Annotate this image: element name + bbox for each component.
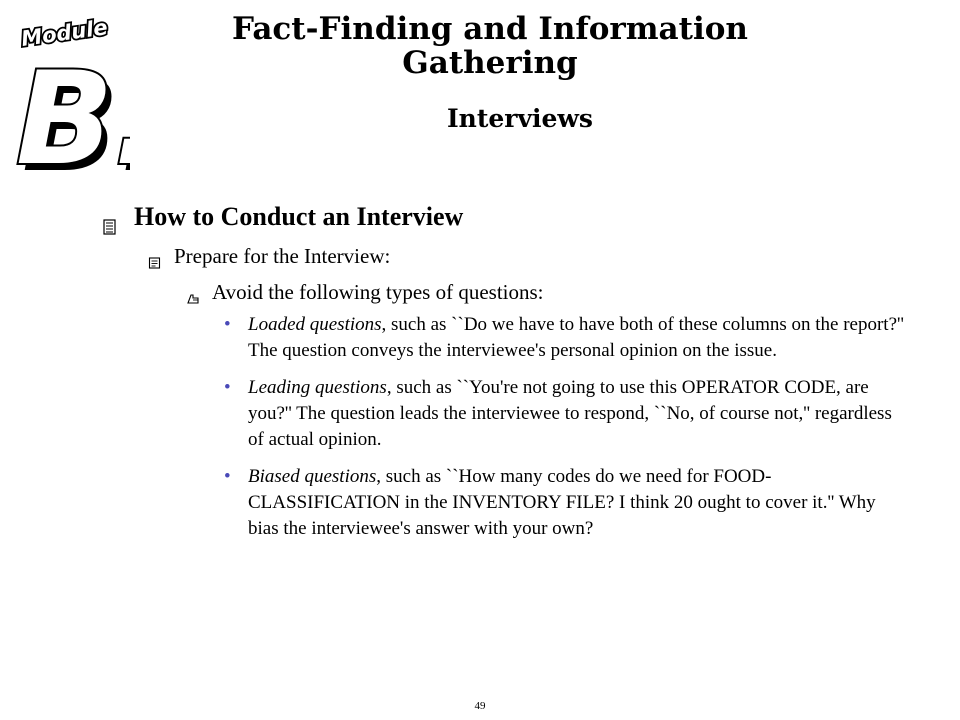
question-text: , such as ``Do we have to have both of these columns on the report?'' The question conveys the interviewee's personal opinion on the issue. <box>248 314 904 361</box>
question-term: Biased questions <box>248 466 377 487</box>
pointer-bullet-icon <box>186 285 200 313</box>
outline-subsubheading-text: Avoid the following types of questions: <box>212 280 544 304</box>
module-letter-shadow: B <box>22 52 120 178</box>
page-number: 49 <box>474 700 486 712</box>
outline-subsubheading <box>100 278 920 306</box>
dot-bullet-icon: • <box>224 314 231 335</box>
notebook-bullet-icon <box>102 210 118 244</box>
page-bullet-icon <box>148 249 162 277</box>
module-b-logo-graphic <box>10 8 130 178</box>
question-text: , such as ``How many codes do we need for FOOD-CLASSIFICATION in the INVENTORY FILE? I think 20 ought to cover it.'' Why bias the interviewee's answer with your own? <box>248 466 876 539</box>
dot-bullet-icon: • <box>224 466 231 487</box>
question-term: Leading questions <box>248 377 387 398</box>
question-list <box>100 312 920 542</box>
outline-subheading <box>100 242 920 270</box>
module-word-outline: Module <box>19 15 110 52</box>
module-letter: B <box>16 45 114 178</box>
outline-subheading-text: Prepare for the Interview: <box>174 244 391 268</box>
dot-bullet-icon: • <box>224 377 231 398</box>
list-item <box>224 464 908 542</box>
question-term: Loaded questions <box>248 314 382 335</box>
question-text: , such as ``You're not going to use this OPERATOR CODE, are you?'' The question leads the interviewee to respond, ``No, of course not,'' regardless of actual opinion. <box>248 377 892 450</box>
page-title: Fact-Finding and Information Gathering <box>232 11 748 81</box>
list-item <box>224 312 908 364</box>
title-block <box>180 12 800 134</box>
outline-heading-text: How to Conduct an Interview <box>134 202 464 231</box>
slide-content <box>100 200 920 553</box>
list-item <box>224 375 908 453</box>
outline-heading <box>100 200 920 234</box>
module-b-logo <box>10 8 130 178</box>
page-subtitle: Interviews <box>446 104 594 133</box>
